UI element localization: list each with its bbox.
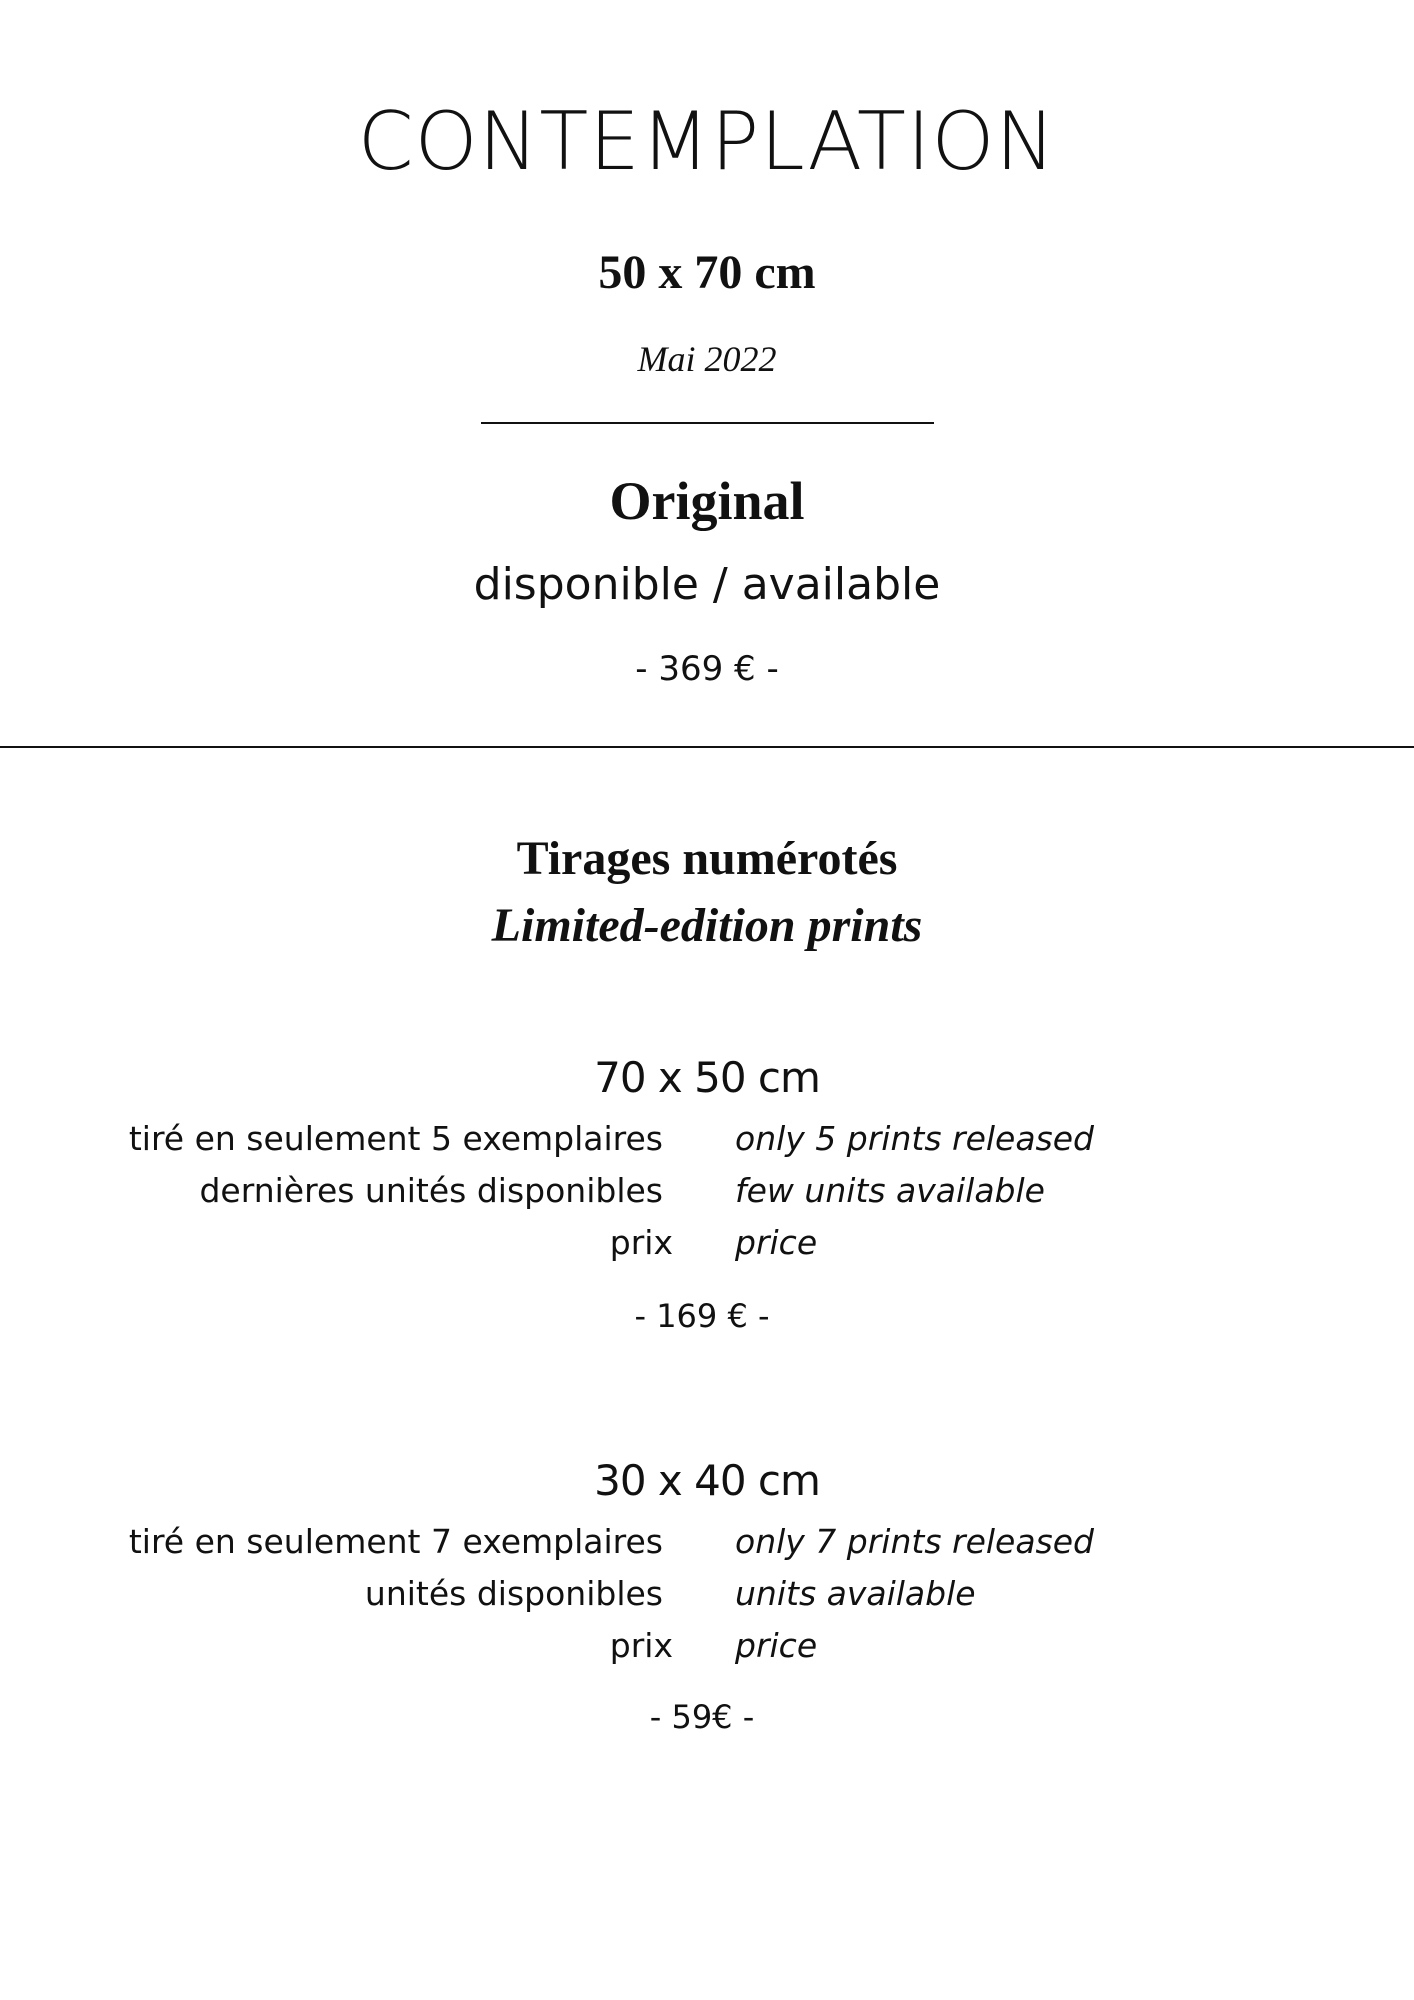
- print-size: 70 x 50 cm: [594, 1053, 820, 1102]
- print-price: - 59€ -: [649, 1698, 755, 1736]
- edition-en: only 7 prints released: [735, 1522, 1095, 1561]
- availability-fr: dernières unités disponibles: [199, 1171, 663, 1210]
- availability-en: units available: [735, 1574, 976, 1613]
- prints-heading-fr: Tirages numérotés: [516, 832, 898, 885]
- artwork-title: CONTEMPLATION: [357, 95, 1057, 188]
- section-divider: [0, 746, 1414, 748]
- header-divider: [481, 422, 934, 424]
- edition-en: only 5 prints released: [735, 1119, 1095, 1158]
- prints-heading-en: Limited-edition prints: [491, 899, 923, 952]
- print-price: - 169 € -: [634, 1297, 770, 1335]
- original-heading: Original: [609, 471, 805, 531]
- availability-en: few units available: [735, 1171, 1045, 1210]
- edition-fr: tiré en seulement 5 exemplaires: [128, 1119, 663, 1158]
- original-price: - 369 € -: [635, 649, 779, 689]
- price-label-fr: prix: [609, 1626, 673, 1665]
- price-label-en: price: [735, 1626, 818, 1665]
- artwork-date: Mai 2022: [637, 339, 777, 379]
- original-availability: disponible / available: [473, 559, 941, 610]
- artwork-dimensions: 50 x 70 cm: [598, 246, 816, 299]
- edition-fr: tiré en seulement 7 exemplaires: [128, 1522, 663, 1561]
- price-label-en: price: [735, 1223, 818, 1262]
- price-label-fr: prix: [609, 1223, 673, 1262]
- availability-fr: unités disponibles: [364, 1574, 663, 1613]
- print-size: 30 x 40 cm: [594, 1456, 820, 1505]
